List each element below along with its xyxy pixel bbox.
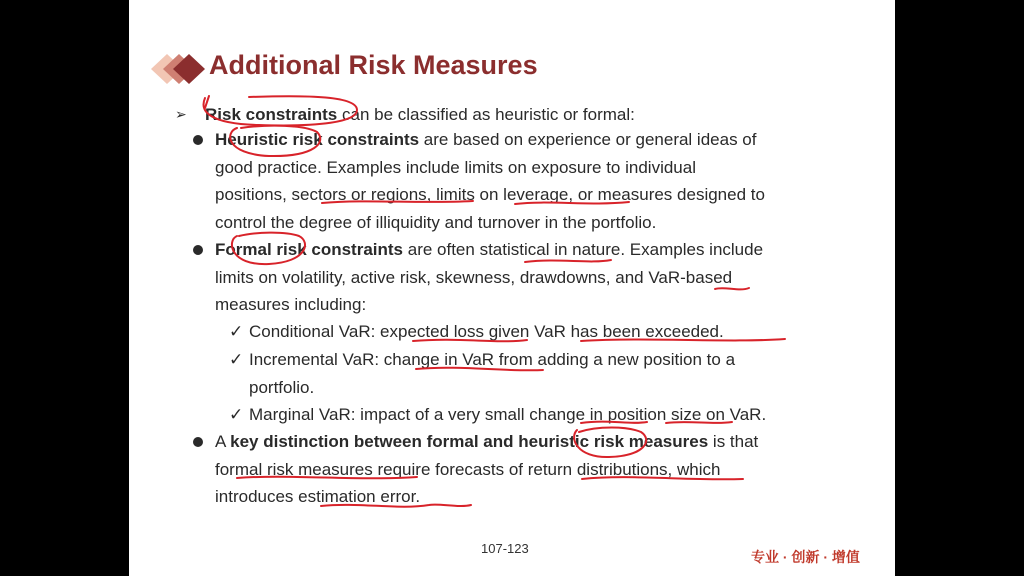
bullet-line: introduces estimation error.	[215, 487, 421, 506]
subitem-line: portfolio.	[249, 377, 315, 397]
bullet-text: are based on experience or general ideas of	[419, 130, 757, 149]
subitem-incremental-var	[229, 346, 849, 401]
subitem-line: Marginal VaR: impact of a very small change in position size on VaR.	[249, 405, 767, 424]
checkmark-icon: ✓	[229, 322, 244, 341]
bullet-line: good practice. Examples include limits on exposure to individual	[215, 157, 696, 177]
slide	[129, 0, 895, 576]
bullet-bold: Heuristic risk constraints	[215, 130, 420, 149]
bullet-bold: key distinction between formal and heuristic risk measures	[230, 432, 709, 451]
intro-bold: Risk constraints	[205, 105, 338, 124]
checkmark-icon: ✓	[229, 405, 244, 424]
bullet-line: positions, sectors or regions, limits on leverage, or measures designed to	[215, 185, 765, 204]
slide-title: Additional Risk Measures	[209, 50, 538, 80]
bullet-formal	[215, 236, 847, 319]
bullet-line: formal risk measures require forecasts of return distributions, which	[215, 459, 721, 479]
intro-rest: can be classified as heuristic or formal:	[337, 105, 635, 124]
subitem-line: Incremental VaR: change in VaR from adding a new position to a	[249, 350, 736, 369]
bullet-text: is that	[708, 432, 759, 451]
subitem-marginal-var	[229, 401, 849, 429]
bullet-text: A	[215, 432, 231, 451]
arrow-bullet-icon: ➢	[175, 106, 187, 122]
bullet-heuristic	[215, 126, 847, 236]
bullet-dot-icon	[193, 135, 203, 145]
page-number: 107-123	[481, 541, 529, 556]
bullet-line: limits on volatility, active risk, skewness, drawdowns, and VaR-based	[215, 267, 733, 287]
subitem-line: Conditional VaR: expected loss given VaR has been exceeded.	[249, 322, 724, 341]
intro-line	[175, 101, 875, 128]
diamond-logo-icon	[149, 52, 205, 86]
bullet-key-distinction	[215, 428, 847, 511]
bullet-dot-icon	[193, 245, 203, 255]
subitem-conditional-var	[229, 318, 849, 346]
checkmark-icon: ✓	[229, 350, 244, 369]
bullet-bold: Formal risk constraints	[215, 240, 404, 259]
bullet-text: are often statistical in nature. Examples include	[403, 240, 764, 259]
bullet-line: measures including:	[215, 295, 367, 314]
brand-slogan: 专业 · 创新 · 增值	[751, 549, 860, 565]
bullet-dot-icon	[193, 437, 203, 447]
bullet-line: control the degree of illiquidity and turnover in the portfolio.	[215, 212, 657, 232]
